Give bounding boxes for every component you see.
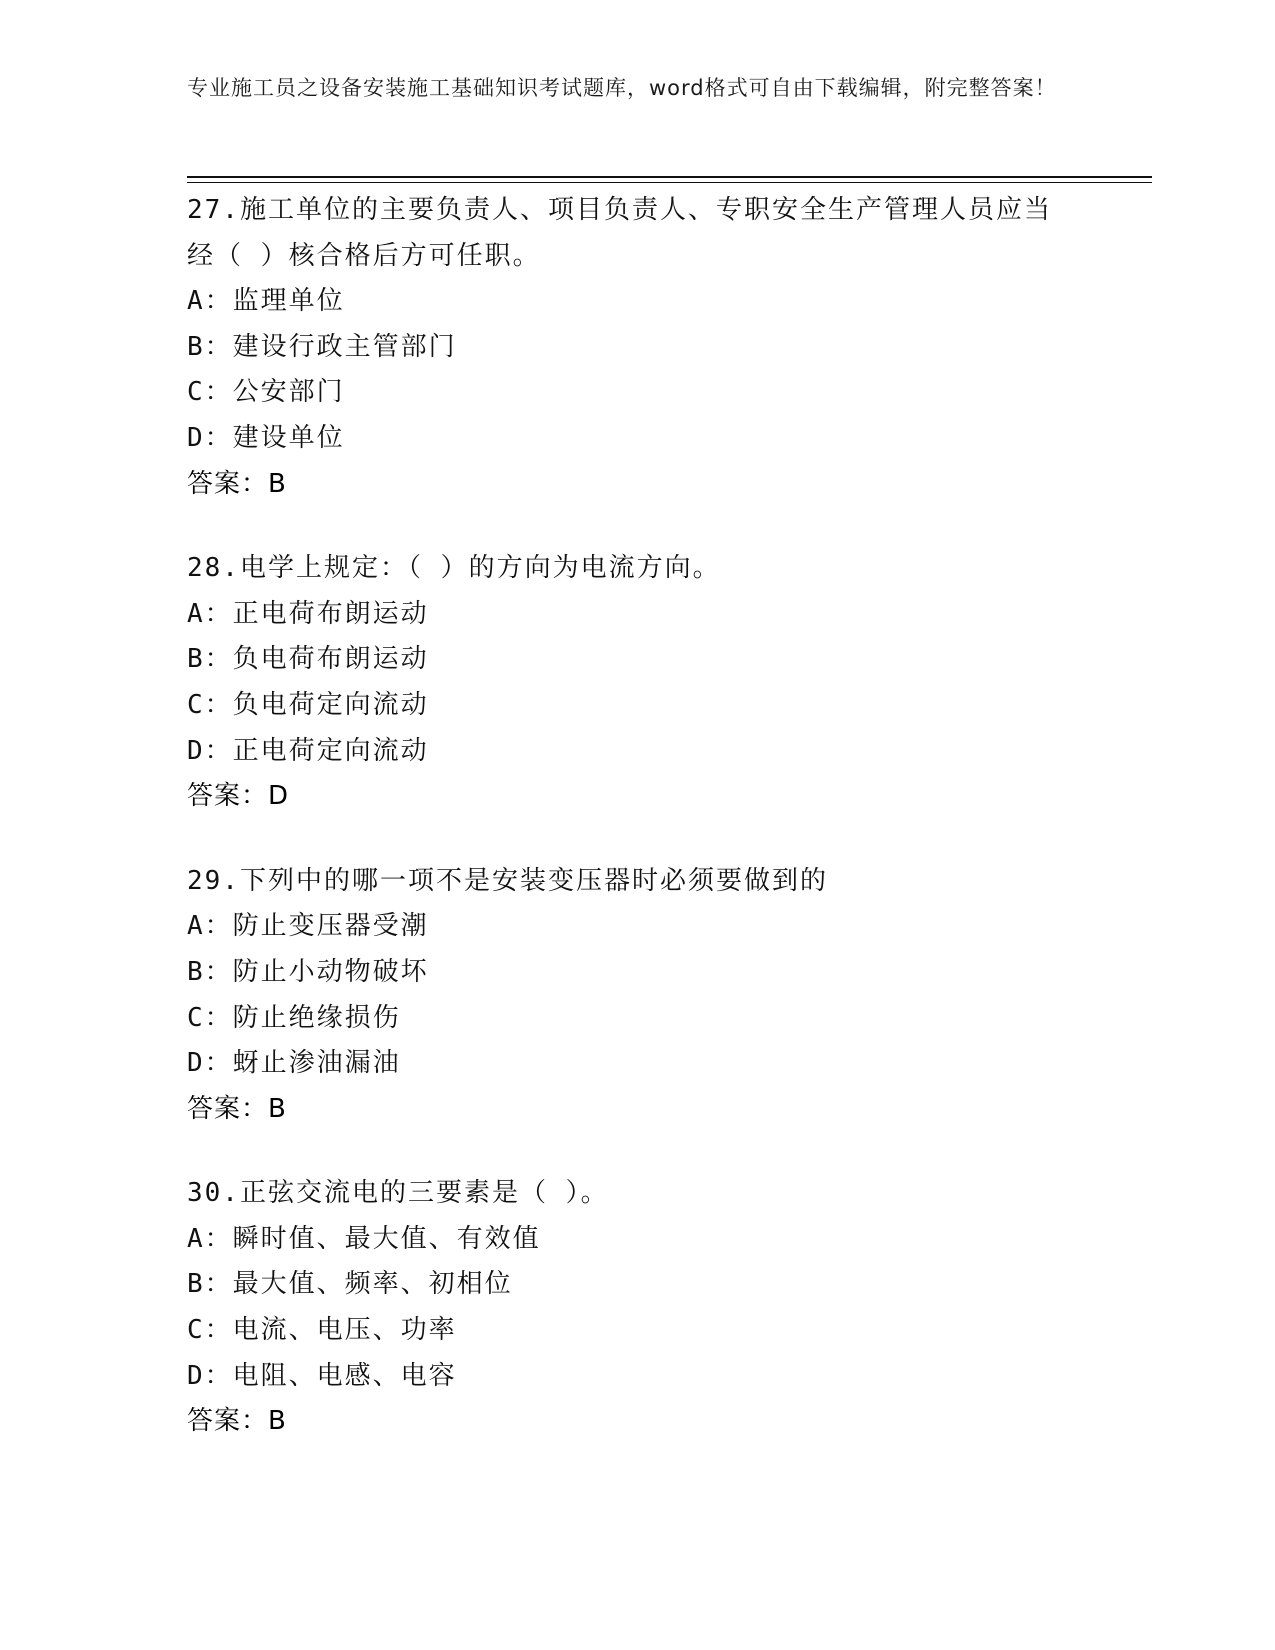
- header-rule-thin: [187, 182, 1152, 183]
- question-list: [187, 188, 1087, 1445]
- option-d: D：建设单位: [187, 422, 345, 453]
- answer: 答案：B: [187, 1406, 287, 1437]
- option-b: B：防止小动物破坏: [187, 956, 429, 987]
- option-a: A：瞬时值、最大值、有效值: [187, 1223, 541, 1254]
- answer: 答案：B: [187, 1093, 287, 1124]
- answer: 答案：D: [187, 781, 290, 812]
- option-b: B：最大值、频率、初相位: [187, 1269, 513, 1300]
- option-c: C：公安部门: [187, 377, 345, 408]
- option-d: D：正电荷定向流动: [187, 735, 429, 766]
- option-c: C：防止绝缘损伤: [187, 1002, 401, 1033]
- question-29: [187, 859, 1087, 1133]
- question-28: [187, 546, 1087, 820]
- question-27: [187, 188, 1087, 507]
- option-a: A：防止变压器受潮: [187, 911, 429, 942]
- answer: 答案：B: [187, 468, 287, 499]
- option-b: B：负电荷布朗运动: [187, 644, 429, 675]
- option-d: D：电阻、电感、电容: [187, 1360, 457, 1391]
- option-c: C：负电荷定向流动: [187, 689, 429, 720]
- document-header: 专业施工员之设备安装施工基础知识考试题库，word格式可自由下载编辑，附完整答案！: [187, 76, 1057, 100]
- header-rule-thick: [187, 176, 1152, 178]
- question-stem: 27.施工单位的主要负责人、项目负责人、专职安全生产管理人员应当经（ ）核合格后方可任职。: [187, 195, 1052, 271]
- option-d: D：蚜止渗油漏油: [187, 1048, 401, 1079]
- question-stem: 28.电学上规定：（ ）的方向为电流方向。: [187, 553, 721, 584]
- question-stem: 30.正弦交流电的三要素是（ ）。: [187, 1178, 609, 1209]
- option-b: B：建设行政主管部门: [187, 331, 457, 362]
- question-30: [187, 1171, 1087, 1445]
- option-a: A：监理单位: [187, 286, 345, 317]
- question-stem: 29.下列中的哪一项不是安装变压器时必须要做到的: [187, 865, 828, 896]
- option-a: A：正电荷布朗运动: [187, 598, 429, 629]
- option-c: C：电流、电压、功率: [187, 1315, 457, 1346]
